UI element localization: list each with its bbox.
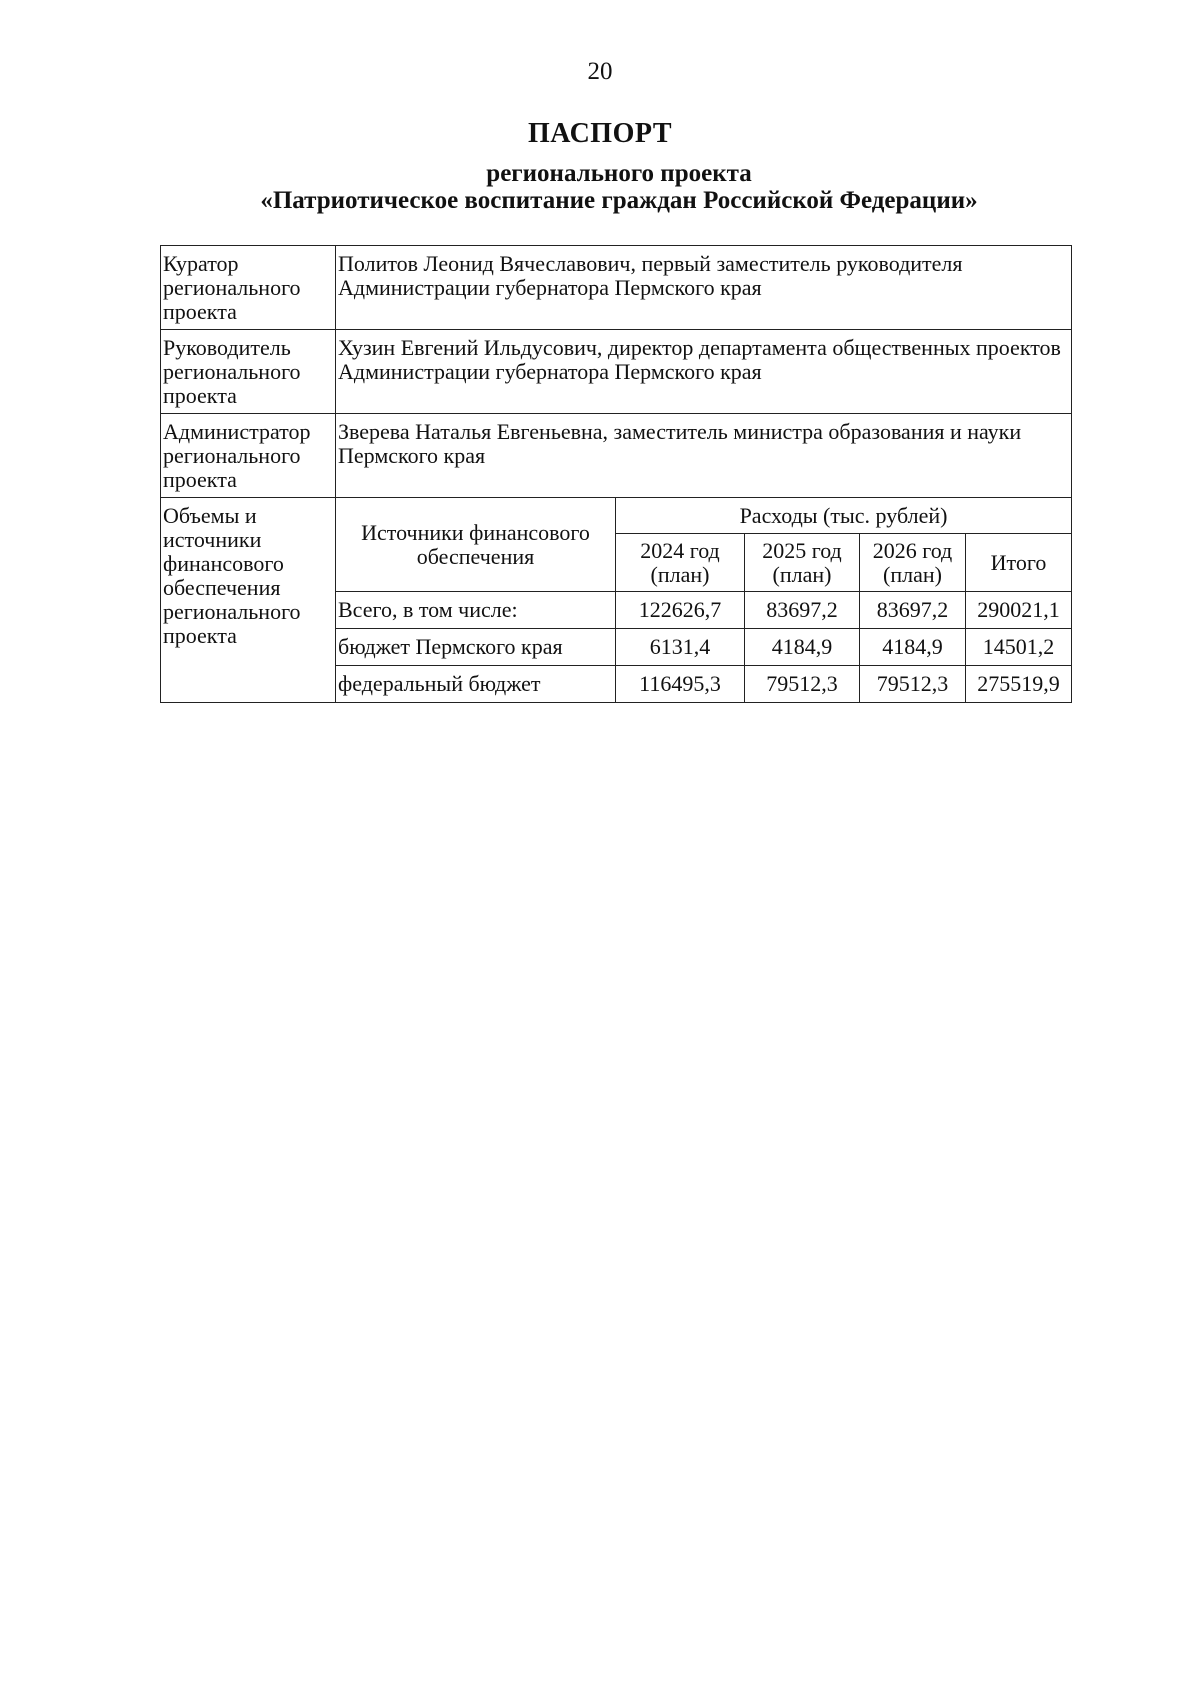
subtitle-line-2: «Патриотическое воспитание граждан Российской Федерации»: [260, 187, 978, 214]
head-label: Руководитель регионального проекта: [161, 330, 336, 414]
value-cell: 4184,9: [860, 629, 966, 666]
admin-value: Зверева Наталья Евгеньевна, заместитель министра образования и науки Пермского края: [336, 414, 1072, 498]
source-regional-budget: бюджет Пермского края: [336, 629, 616, 666]
page-number: 20: [587, 58, 613, 85]
value-cell: 79512,3: [745, 666, 860, 703]
value-cell: 14501,2: [966, 629, 1072, 666]
finance-label: Объемы и источники финансового обеспечения регионального проекта: [161, 498, 336, 703]
admin-row: [161, 414, 1072, 498]
head-row: [161, 330, 1072, 414]
total-header: Итого: [966, 534, 1072, 592]
value-cell: 6131,4: [616, 629, 745, 666]
curator-row: [161, 246, 1072, 330]
document-subtitle: [0, 160, 1200, 214]
document-title: ПАСПОРТ: [527, 118, 672, 149]
value-cell: 122626,7: [616, 592, 745, 629]
sources-header: Источники финансового обеспечения: [336, 498, 616, 592]
finance-header-row: [161, 498, 1072, 534]
curator-label: Куратор регионального проекта: [161, 246, 336, 330]
expenses-header: Расходы (тыс. рублей): [616, 498, 1072, 534]
year-2025-header: 2025 год (план): [745, 534, 860, 592]
value-cell: 83697,2: [745, 592, 860, 629]
admin-label: Администратор регионального проекта: [161, 414, 336, 498]
value-cell: 290021,1: [966, 592, 1072, 629]
passport-table: [160, 245, 1072, 703]
value-cell: 83697,2: [860, 592, 966, 629]
value-cell: 4184,9: [745, 629, 860, 666]
curator-value: Политов Леонид Вячеславович, первый заместитель руководителя Администрации губернатора Пермского края: [336, 246, 1072, 330]
value-cell: 79512,3: [860, 666, 966, 703]
value-cell: 116495,3: [616, 666, 745, 703]
source-total: Всего, в том числе:: [336, 592, 616, 629]
head-value: Хузин Евгений Ильдусович, директор департамента общественных проектов Администрации губернатора Пермского края: [336, 330, 1072, 414]
source-federal-budget: федеральный бюджет: [336, 666, 616, 703]
year-2026-header: 2026 год (план): [860, 534, 966, 592]
year-2024-header: 2024 год (план): [616, 534, 745, 592]
subtitle-line-1: регионального проекта: [486, 160, 752, 187]
value-cell: 275519,9: [966, 666, 1072, 703]
